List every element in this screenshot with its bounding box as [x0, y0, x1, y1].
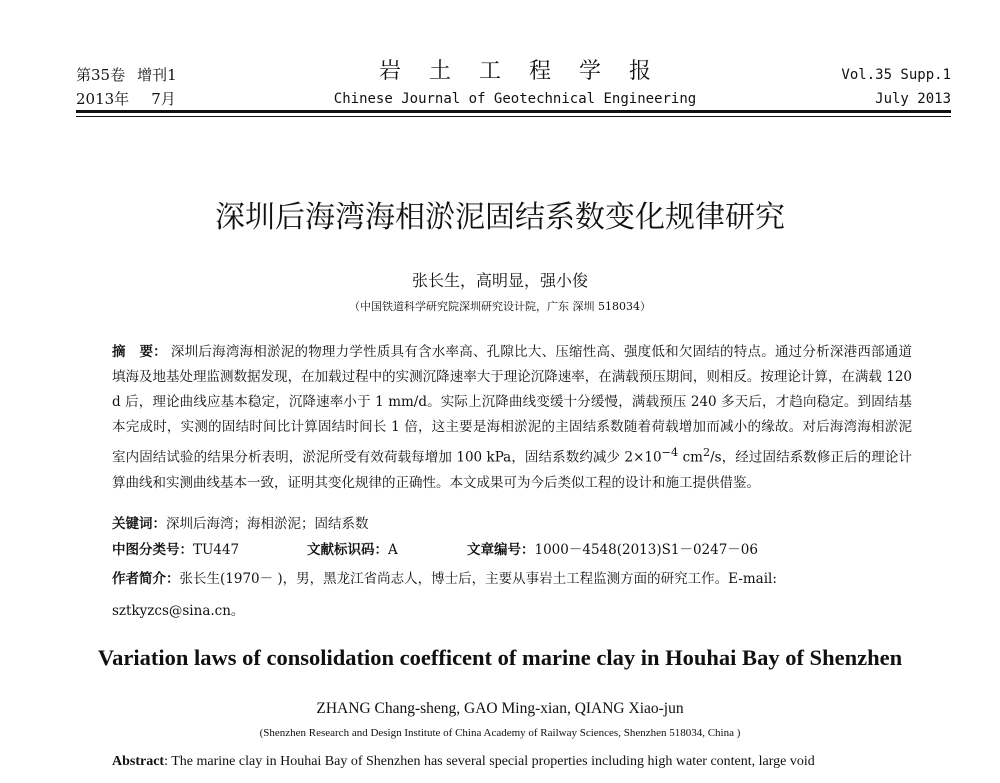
author-bio-label: 作者简介： [112, 571, 180, 587]
author-bio-text: 张长生(1970－ )，男，黑龙江省尚志人，博士后，主要从事岩土工程监测方面的研究工作。E-mail: sztkyzcs@sina.cn。 [112, 571, 777, 619]
volume-en: Vol.35 Supp.1 [841, 67, 951, 83]
authors-cn: 张长生，高明显，强小俊 [411, 271, 588, 290]
keywords-label: 关键词： [112, 516, 166, 532]
abstract-label-en: Abstract [112, 754, 165, 769]
keywords-text: 深圳后海湾；海相淤泥；固结系数 [166, 516, 369, 532]
abstract-cn [112, 340, 912, 496]
keywords [112, 513, 912, 535]
doc-code-value: A [388, 542, 398, 558]
date-en: July 2013 [875, 91, 951, 107]
volume: 第35卷 [76, 66, 126, 84]
abstract-text-en: : The marine clay in Houhai Bay of Shenzhen has several special properties including high water content, large void [164, 754, 815, 769]
journal-name-cn: 岩土工程学报 [378, 59, 679, 84]
journal-header-left [76, 63, 177, 111]
abstract-en [112, 752, 942, 772]
author-bio [112, 563, 912, 627]
journal-header-center [300, 58, 730, 110]
article-number-value: 1000－4548(2013)S1－0247－06 [534, 542, 758, 558]
volume-issue [76, 63, 177, 87]
classification-line [112, 539, 912, 561]
article-number-label: 文章编号： [467, 542, 535, 558]
abstract-text-cn-2: cm [678, 449, 703, 466]
publication-date-cn [76, 87, 177, 111]
paper-title-en: Variation laws of consolidation coefficent of marine clay in Houhai Bay of Shenzhen [97, 645, 903, 670]
year: 2013年 [76, 90, 130, 108]
abstract-text-cn-1: 深圳后海湾海相淤泥的物理力学性质具有含水率高、孔隙比大、压缩性高、强度低和欠固结的特点。通过分析深港西部通道填海及地基处理监测数据发现，在加载过程中的实测沉降速率大于理论沉降速率，在满载预压期间，则相反。按理论计算，在满载 120 d 后，理论曲线应基本稳定，沉降速率小于 1 mm/d。实际上沉降曲线变缓十分缓慢，满载预压 240 多天后，才趋向稳定。到固结基本完成时，实测的固结时间比计算固结时间长 1 倍，这主要是海相淤泥的主固结系数随着荷载增加而减小的缘故。对后海湾海相淤泥室内固结试验的结果分析表明，淤泥所受有效荷载每增加 100 kPa，固结系数约减少 2×10 [112, 344, 913, 466]
doc-code-label: 文献标识码： [307, 542, 388, 558]
abstract-text-cn-3: /s，经过固结系数修正后的理论计算曲线和实测曲线基本一致，证明其变化规律的正确性。本文成果可为今后类似工程的设计和施工提供借鉴。 [112, 449, 912, 491]
abstract-label-cn: 摘 要： [112, 344, 167, 360]
month: 7月 [151, 90, 176, 108]
paper-title-cn: 深圳后海湾海相淤泥固结系数变化规律研究 [215, 200, 785, 235]
abstract-exponent-1: −4 [661, 446, 679, 459]
affiliation-cn: （中国铁道科学研究院深圳研究设计院，广东 深圳 518034） [349, 300, 651, 313]
abstract-exponent-2: 2 [702, 446, 711, 459]
header-rule-thin [76, 116, 951, 117]
journal-name-en: Chinese Journal of Geotechnical Engineering [333, 91, 697, 107]
clc-value: TU447 [193, 542, 240, 558]
clc-label: 中图分类号： [112, 542, 193, 558]
affiliation-en: (Shenzhen Research and Design Institute of China Academy of Railway Sciences, Shenzhen 518034, China ) [259, 727, 741, 739]
header-rule-thick [76, 110, 951, 113]
issue: 增刊1 [137, 66, 177, 84]
authors-en: ZHANG Chang-sheng, GAO Ming-xian, QIANG Xiao-jun [316, 700, 684, 717]
journal-header-right [841, 63, 951, 111]
